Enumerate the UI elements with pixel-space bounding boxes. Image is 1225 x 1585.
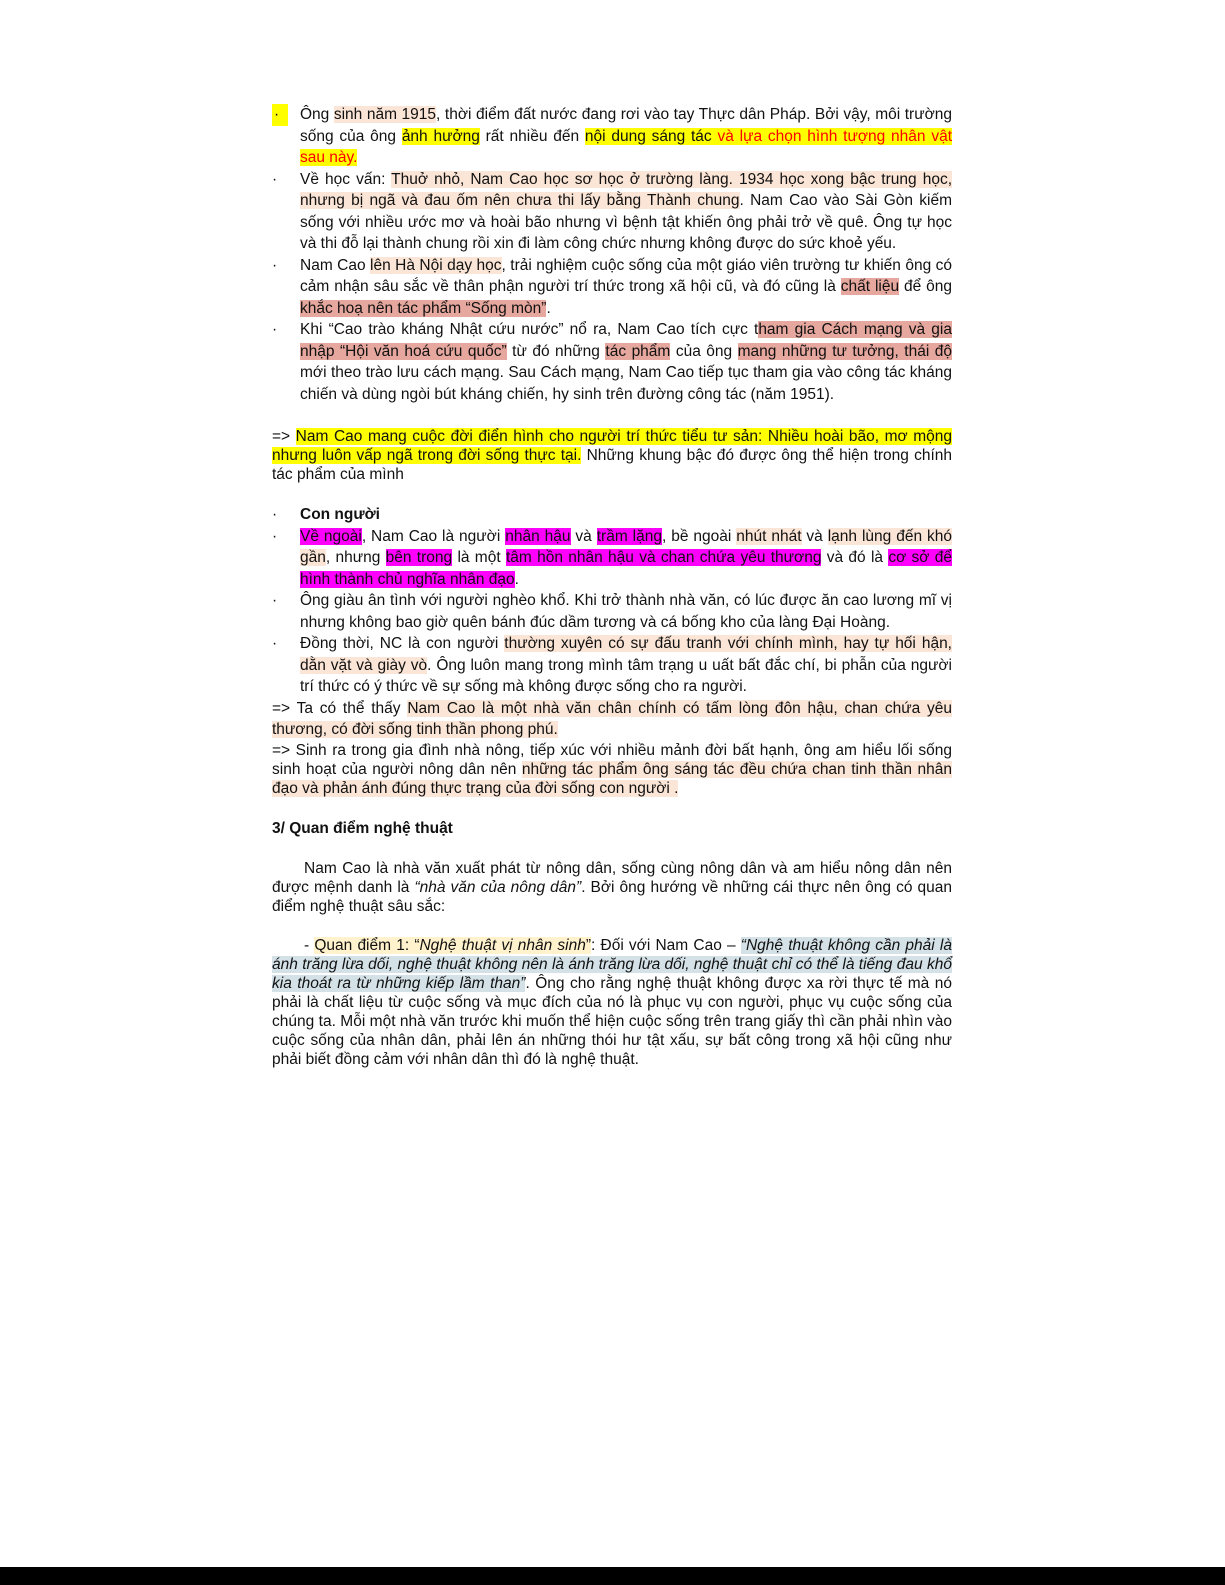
highlight: ”: [585, 937, 592, 954]
bio-item-hanoi: [272, 255, 952, 320]
highlight-red-text: và lựa chọn hình tượng nhân vật sau này.: [300, 127, 952, 166]
text: . Ông luôn mang trong mình tâm trạng u uất bất đắc chí, bi phẫn của người trí thức có ý thức về sự sống mà không được sống cho ra người.: [300, 656, 952, 695]
text: Khi “Cao trào kháng Nhật cứu nước” nổ ra, Nam Cao tích cực t: [300, 321, 759, 338]
highlight: nhút nhát: [736, 527, 802, 545]
highlight: nội dung sáng tác: [584, 127, 712, 145]
text: => Sinh ra trong gia đình nhà nông, tiếp xúc với nhiều mảnh đời bất hạnh, ông am hiểu lối sống sinh hoạt của người nông dân nên: [272, 741, 952, 778]
text: , trải nghiệm cuộc sống của một giáo viên trường tư khiến ông có cảm nhận sâu sắc về thân phận người trí thức trong xã hội cũ, và đó cũng là: [300, 256, 952, 295]
highlight: tác phẩm: [605, 342, 671, 360]
bio-item-education: [272, 169, 952, 255]
text: Ông giàu ân tình với người nghèo khổ. Khi trở thành nhà văn, có lúc được ăn cao lương mĩ vị nhưng không bao giờ quên bánh đúc dầm tương và cá bống kho của làng Đại Hoàng.: [300, 592, 952, 631]
text: của ông: [670, 342, 738, 360]
highlight: thường xuyên có sự đấu tranh với chính mình, hay tự hối hận, dằn vặt và giày vò: [300, 635, 952, 674]
text: . Nam Cao vào Sài Gòn kiếm sống với nhiều ước mơ và hoài bão nhưng vì bệnh tật khiến ông phải trở về quê. Ông tự học và thi đỗ lại thành chung rồi xin đi làm công chức nhưng không được do sức khoẻ yếu.: [300, 192, 952, 252]
art-intro: [272, 859, 952, 916]
text: -: [304, 937, 315, 954]
highlight: cơ sở để hình thành chủ nghĩa nhân đạo: [300, 549, 953, 588]
person-item-kindness: [272, 590, 952, 633]
highlight: nhân hậu: [505, 527, 571, 545]
highlight: ham gia Cách mạng và gia nhập “Hội văn hoá cứu quốc”: [300, 321, 952, 360]
highlight: ảnh hưởng: [401, 127, 480, 145]
text: và: [570, 527, 597, 545]
highlight: Quan điểm 1: “: [314, 937, 420, 954]
highlight: chất liệu: [840, 278, 900, 295]
text: và đó là: [821, 549, 889, 566]
text: , thời điểm đất nước đang rơi vào tay Thực dân Pháp. Bởi vậy, môi trường sống của ông: [300, 106, 952, 145]
text: Nam Cao: [300, 256, 371, 274]
bullet: ·: [272, 635, 278, 652]
highlight: trầm lặng: [596, 527, 662, 545]
bio-conclusion: [272, 427, 952, 484]
text: Ông: [300, 106, 334, 123]
text: . Bởi ông hướng về những cái thực nên ông có quan điểm nghệ thuật sâu sắc:: [272, 879, 952, 915]
text: . Ông cho rằng nghệ thuật không được xa rời thực tế mà nó phải là chất liệu từ cuộc sống và mục đích của nó là phục vụ con người, phục vụ cuộc sống của chúng ta. Mỗi một nhà văn trước khi muốn thể hiện cuộc sống trên trang giấy thì cần phải nhìn vào cuộc sống của nhân dân, phải lên án những thói hư tật xấu, sự bất công trong xã hội cũng như phải biết đồng cảm với nhân dân thì đó là nghệ thuật.: [272, 975, 953, 1068]
text: .: [514, 570, 519, 588]
bottom-bar: [0, 1567, 1225, 1585]
document-page: [272, 104, 952, 1069]
text: , Nam Cao là người: [361, 527, 506, 545]
bio-item-revolution: [272, 319, 952, 405]
text: Nam Cao là nhà văn xuất phát từ nông dân, sống cùng nông dân và am hiểu nông dân nên được mệnh danh là: [272, 860, 952, 896]
text: Đồng thời, NC là con người: [300, 635, 505, 652]
bullet: ·: [272, 592, 278, 609]
text: rất nhiều đến: [479, 127, 585, 145]
text: là một: [452, 549, 506, 566]
art-view-1: [272, 936, 952, 1069]
highlight-italic: Nghệ thuật vị nhân sinh: [419, 937, 586, 954]
highlight: khắc hoạ nên tác phẩm “Sống mòn”: [300, 299, 547, 317]
person-item-struggle: [272, 633, 952, 698]
italic-text: “nhà văn của nông dân”: [414, 879, 582, 896]
bullet: ·: [272, 256, 278, 274]
text: .: [546, 299, 551, 317]
text: , bề ngoài: [661, 527, 737, 545]
bullet: ·: [272, 527, 278, 545]
bullet: ·: [272, 506, 278, 523]
highlight: sinh năm 1915: [333, 106, 437, 123]
bullet: ·: [272, 170, 278, 188]
highlight: mang những tư tưởng, thái độ: [737, 342, 952, 360]
text: Về học vấn:: [300, 170, 392, 188]
person-conclusion-2: [272, 741, 952, 798]
text: và: [801, 527, 828, 545]
person-heading: [272, 504, 952, 526]
highlight: bên trong: [385, 549, 453, 566]
text: => Ta có thể thấy: [272, 699, 408, 717]
bullet: ·: [272, 321, 278, 338]
highlight: Nam Cao mang cuộc đời điển hình cho người trí thức tiểu tư sản: Nhiều hoài bão, mơ mộng nhưng luôn vấp ngã trong đời sống thực tại.: [272, 428, 952, 464]
highlight: những tác phẩm ông sáng tác đều chứa chan tinh thần nhân đạo và phản ánh đúng thực trạng của đời sống con người .: [272, 760, 952, 797]
art-heading: 3/ Quan điểm nghệ thuật: [272, 819, 453, 837]
text: mới theo trào lưu cách mạng. Sau Cách mạng, Nam Cao tiếp tục tham gia vào công tác kháng chiến và dùng ngòi bút kháng chiến, hy sinh trên đường công tác (năm 1951).: [300, 364, 952, 403]
text: để ông: [899, 278, 953, 295]
text: =>: [272, 428, 296, 445]
section-heading: Con người: [300, 506, 380, 523]
highlight: Thuở nhỏ, Nam Cao học sơ học ở trường làng. 1934 học xong bậc trung học, nhưng bị ngã và đau ốm nên chưa thi lấy bằng Thành chung: [300, 170, 952, 209]
bio-item-birth: [272, 104, 952, 169]
text: : Đối với Nam Cao –: [591, 937, 741, 954]
highlight: tâm hồn nhân hậu và chan chứa yêu thương: [505, 549, 822, 566]
bullet: ·: [272, 104, 288, 126]
quote-highlight: “Nghệ thuật không cần phải là ánh trăng lừa dối, nghệ thuật không nên là ánh trăng lừa dối, nghệ thuật chỉ có thể là tiếng đau khổ kia thoát ra từ những kiếp lầm than”: [272, 937, 952, 992]
person-conclusion-1: [272, 698, 952, 741]
highlight: lạnh lùng đến khó gần: [300, 527, 952, 566]
text: từ đó những: [506, 342, 606, 360]
person-item-character: [272, 526, 952, 591]
highlight: Nam Cao là một nhà văn chân chính có tấm lòng đôn hậu, chan chứa yêu thương, có đời sống tinh thần phong phú.: [272, 699, 952, 738]
text: Những khung bậc đó được ông thể hiện trong chính tác phẩm của mình: [272, 447, 952, 483]
text: , nhưng: [325, 549, 386, 566]
highlight: lên Hà Nội dạy học: [370, 256, 502, 274]
highlight: Về ngoài: [300, 527, 362, 545]
